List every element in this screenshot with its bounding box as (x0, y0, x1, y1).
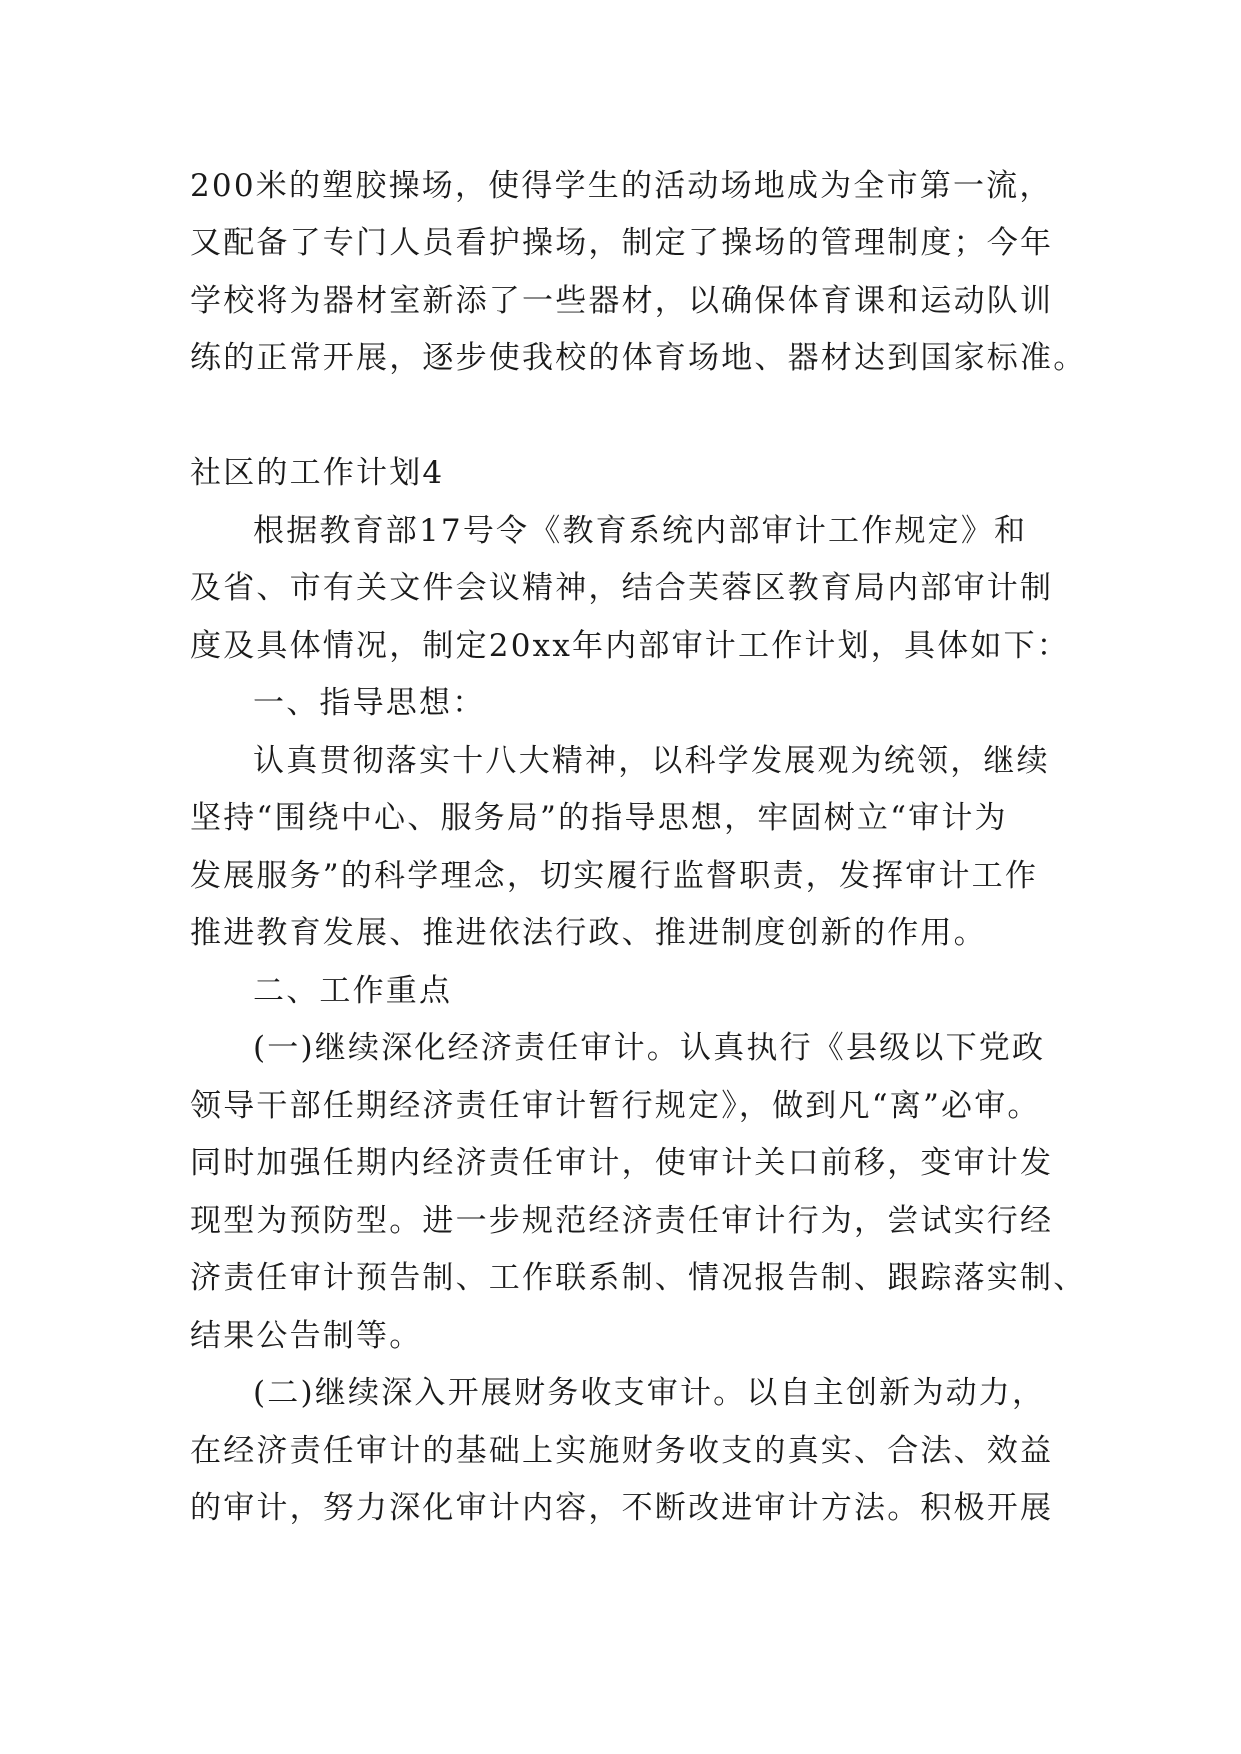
paragraph-line: 练的正常开展，逐步使我校的体育场地、器材达到国家标准。 (190, 340, 1087, 376)
subsection-heading: 二、工作重点 (253, 973, 453, 1009)
paragraph-line: 推进教育发展、推进依法行政、推进制度创新的作用。 (190, 915, 987, 951)
paragraph-line: (二)继续深入开展财务收支审计。以自主创新为动力， (253, 1375, 1046, 1411)
paragraph-line: 度及具体情况，制定20xx年内部审计工作计划，具体如下： (190, 628, 1071, 664)
subsection-heading: 一、指导思想： (253, 685, 486, 721)
paragraph-line: 认真贯彻落实十八大精神，以科学发展观为统领，继续 (253, 743, 1050, 779)
section-heading: 社区的工作计划4 (190, 455, 445, 491)
paragraph-line: 根据教育部17号令《教育系统内部审计工作规定》和 (253, 513, 1028, 549)
paragraph-line: 又配备了专门人员看护操场，制定了操场的管理制度；今年 (190, 225, 1054, 261)
paragraph-line: 在经济责任审计的基础上实施财务收支的真实、合法、效益 (190, 1433, 1054, 1469)
paragraph-line: 济责任审计预告制、工作联系制、情况报告制、跟踪落实制、 (190, 1260, 1087, 1296)
paragraph-line: 坚持“围绕中心、服务局”的指导思想，牢固树立“审计为 (190, 800, 1008, 836)
paragraph-line: 学校将为器材室新添了一些器材，以确保体育课和运动队训 (190, 283, 1054, 319)
paragraph-line: 现型为预防型。进一步规范经济责任审计行为，尝试实行经 (190, 1203, 1054, 1239)
paragraph-line: 同时加强任期内经济责任审计，使审计关口前移，变审计发 (190, 1145, 1054, 1181)
paragraph-line: 发展服务”的科学理念，切实履行监督职责，发挥审计工作 (190, 858, 1039, 894)
paragraph-line: 200米的塑胶操场，使得学生的活动场地成为全市第一流， (190, 168, 1053, 204)
paragraph-line: 领导干部任期经济责任审计暂行规定》，做到凡“离”必审。 (190, 1088, 1041, 1124)
paragraph-line: 的审计，努力深化审计内容，不断改进审计方法。积极开展 (190, 1490, 1054, 1526)
paragraph-line: (一)继续深化经济责任审计。认真执行《县级以下党政 (253, 1030, 1046, 1066)
paragraph-line: 及省、市有关文件会议精神，结合芙蓉区教育局内部审计制 (190, 570, 1054, 606)
paragraph-line: 结果公告制等。 (190, 1318, 423, 1354)
